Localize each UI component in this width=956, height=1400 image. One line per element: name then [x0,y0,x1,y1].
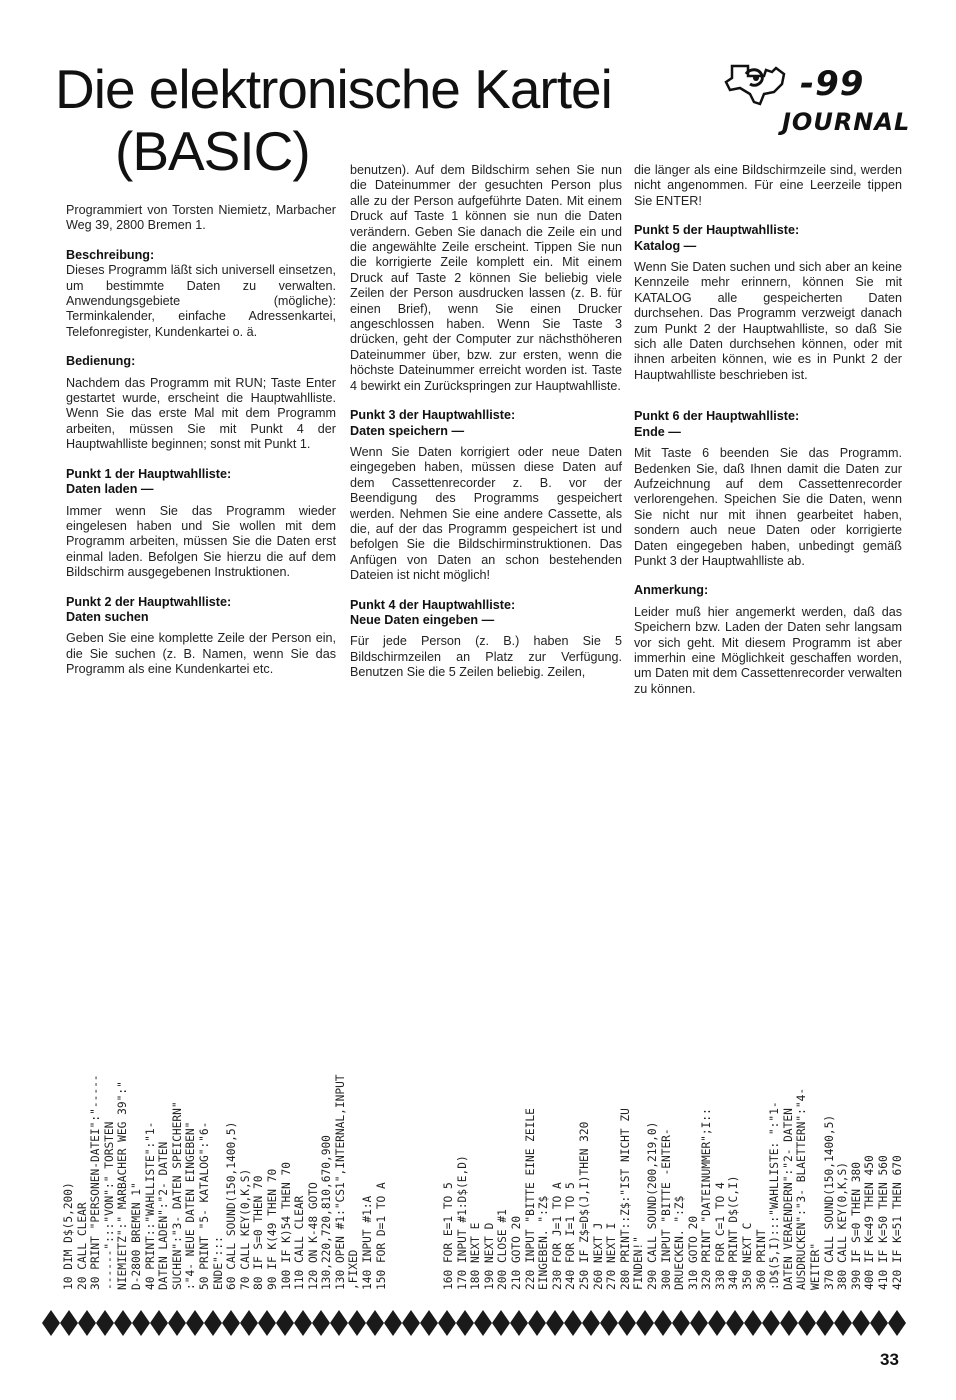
code-line: SUCHEN":"3- DATEN SPEICHERN" [170,1101,184,1290]
code-line: 280 PRINT::Z$:"IST NICHT ZU [618,1108,632,1290]
punkt2-heading: Punkt 2 der Hauptwahlliste: [66,594,232,609]
listing-block-1 [62,1074,388,1290]
diamond-ornament [168,1310,186,1336]
diamond-ornament [762,1310,780,1336]
punkt3-text: Wenn Sie Daten korrigiert oder neue Daten eingegeben haben, müssen diese Daten auf dem Cassettenrecorder z. B. vor der Beendigung des Programms gespeichert werden. Nehmen Sie eine andere Cassette, als die, auf der das Programm gespeichert ist und befolgen Sie die Bildschirminstruktionen. Das Anfügen von Daten an schon bestehenden Dateien ist nicht möglich! [350,444,622,583]
code-line: 340 PRINT D$(C,I) [727,1175,741,1290]
diamond-ornament [456,1310,474,1336]
code-line: 240 FOR I=1 TO 5 [564,1182,578,1290]
diamond-ornament [744,1310,762,1336]
text-column-1 [66,203,336,690]
punkt1-text: Immer wenn Sie das Programm wieder eingelesen haben und Sie wollen mit dem Programm arbeiten, müssen Sie die Daten erst einmal laden. Befolgen Sie hierzu die auf dem Bildschirm ausgegebenen Instruktionen. [66,503,336,580]
code-line: 70 CALL KEY(0,K,S) [238,1168,252,1290]
code-line: 260 NEXT J [591,1222,605,1290]
code-line: DATEN LADEN":"2- DATEN [157,1141,171,1290]
code-line: 290 CALL SOUND(200,219,0) [645,1121,659,1290]
code-line: 120 ON K-48 GOTO [306,1182,320,1290]
code-line: 210 GOTO 20 [509,1215,523,1290]
code-line: 270 NEXT I [605,1222,619,1290]
diamond-ornament [312,1310,330,1336]
text-column-2 [350,163,622,693]
code-line: ,FIXED [347,1249,361,1290]
diamond-ornament [420,1310,438,1336]
diamond-ornament [384,1310,402,1336]
logo-number: -99 [800,64,865,104]
page-number: 33 [880,1350,899,1369]
diamond-ornament [600,1310,618,1336]
anmerkung-heading: Anmerkung: [634,583,709,598]
code-line: 40 PRINT::"WAHLLISTE":"1- [143,1121,157,1290]
diamond-ornament [636,1310,654,1336]
diamond-ornament [582,1310,600,1336]
code-line: 330 FOR C=1 TO 4 [713,1182,727,1290]
code-line: 160 FOR E=1 TO 5 [442,1182,455,1290]
code-line: FINDEN!" [632,1236,646,1290]
diamond-ornament [186,1310,204,1336]
diamond-ornament [222,1310,240,1336]
diamond-ornament [438,1310,456,1336]
punkt4-heading: Punkt 4 der Hauptwahlliste: [350,597,516,612]
code-line: 180 NEXT E [469,1222,483,1290]
diamond-ornament [114,1310,132,1336]
diamond-ornament [852,1310,870,1336]
diamond-ornament [96,1310,114,1336]
diamond-ornament [294,1310,312,1336]
text-column-3 [634,163,902,709]
listing-block-2 [442,1088,904,1290]
diamond-ornament [78,1310,96,1336]
punkt2-text: Geben Sie eine komplette Zeile der Person ein, die Sie suchen (z. B. Namen, wenn Sie das Programm als eine Kundenkartei etc. [66,631,336,677]
diamond-ornament [654,1310,672,1336]
code-line: 20 CALL CLEAR [75,1202,89,1290]
diamond-ornament [726,1310,744,1336]
code-line: 150 FOR D=1 TO A [374,1182,388,1290]
bedienung-heading: Bedienung: [66,354,136,369]
code-line: 420 IF K=51 THEN 670 [890,1155,904,1290]
diamond-ornament [348,1310,366,1336]
code-line: 10 DIM D$(5,200) [62,1182,75,1290]
code-line: 410 IF K=50 THEN 560 [877,1155,890,1290]
code-line: 220 INPUT "BITTE EINE ZEILE [523,1108,537,1290]
diamond-ornament [672,1310,690,1336]
diamond-ornament [276,1310,294,1336]
code-line: 250 IF Z$=D$(J,I)THEN 320 [577,1121,591,1290]
diamond-ornament [546,1310,564,1336]
col2-continuation-text: benutzen). Auf dem Bildschirm sehen Sie nun die Dateinummer der gesuchten Person plus alle zu der Person aufgeführte Daten. Mit einem Druck auf Taste 1 können sie nun die Daten verändern. Geben Sie danach die Zeile ein und die angewählte Zeile erscheint. Tippen Sie nun die korrigierte Zeile komplett ein. Mit einem Druck auf Taste 2 können Sie beliebig viele Zeilen der Person ausdrucken lassen (z. B. für einen Brief), wenn Sie einen Drucker angeschlossen haben. Wenn Sie Taste 3 drücken, geht der Computer zur nächsthöheren Dateinummer über, bzw. zur ersten, wenn die höchste Dateinummer erreicht worden ist. Taste 4 bewirkt ein Zurückspringen zur Hauptwahlliste. [350,163,622,393]
code-line: 170 INPUT #1:D$(E,D) [455,1155,469,1290]
code-line: DRUECKEN. ":Z$ [673,1195,687,1290]
texas-instruments-icon [720,60,800,110]
diamond-ornament [618,1310,636,1336]
title-line-2: (BASIC) [115,120,310,182]
punkt6-heading: Punkt 6 der Hauptwahlliste: [634,409,800,424]
diamond-border-strip [42,1308,914,1338]
code-line: 200 CLOSE #1 [496,1209,510,1290]
code-line: 320 PRINT "DATEINUMMER";I:: [700,1108,714,1290]
code-line: 80 IF S=0 THEN 70 [252,1175,266,1290]
punkt3-heading: Punkt 3 der Hauptwahlliste: [350,408,516,423]
code-line: 300 INPUT "BITTE -ENTER- [659,1128,673,1290]
ti99-journal-logo [718,60,911,142]
code-line: NIEMIETZ":" MARBACHER WEG 39":" [116,1081,130,1290]
code-line: :D$(5,I):::"WAHLLISTE: ":"1- [768,1101,782,1290]
punkt4-text: Für jede Person (z. B.) haben Sie 5 Bildschirmzeilen an Platz zur Verfügung. Benutzen Sie die 5 Zeilen beliebig. Zeilen, [350,634,622,680]
diamond-ornament [798,1310,816,1336]
punkt1-heading: Punkt 1 der Hauptwahlliste: [66,466,232,481]
code-line: 190 NEXT D [482,1222,496,1290]
punkt2-subheading: Daten suchen [66,609,149,624]
code-line: EINGEBEN. ":Z$ [537,1195,551,1290]
punkt5-heading: Punkt 5 der Hauptwahlliste: [634,223,800,238]
diamond-ornament [816,1310,834,1336]
code-line: D-2800 BREMEN 1" [129,1182,143,1290]
diamond-ornament [132,1310,150,1336]
code-line: 140 INPUT #1:A [361,1195,375,1290]
beschreibung-text: Dieses Programm läßt sich universell einsetzen, um bestimmte Daten zu verwalten. Anwendungsgebiete (mögliche): Terminkalender, einfache Adressenkartei, Telefonregister, Kundenkartei o. ä. [66,263,336,339]
code-line: 130 OPEN #1:"CS1",INTERNAL,INPUT [333,1074,347,1290]
punkt6-subheading: Ende — [634,424,681,439]
col3-continuation-text: die länger als eine Bildschirmzeile sind, werden nicht angenommen. Für eine Leerzeile tippen Sie ENTER! [634,163,902,208]
diamond-ornament [402,1310,420,1336]
punkt3-subheading: Daten speichern — [350,423,465,438]
code-line: ------":::"VON":" TORSTEN [102,1121,116,1290]
diamond-ornament [330,1310,348,1336]
punkt6-text: Mit Taste 6 beenden Sie das Programm. Bedenken Sie, daß Ihnen damit die Daten zur Aufzeichnung auf dem Cassettenrecorder verlorengehen. Speichen Sie die Daten, wenn Sie nicht nur mit ihnen gearbeitet haben, sondern auch neue Daten oder korrigierte Daten eingegeben haben, unbedingt gemäß Punkt 3 der Hauptwahlliste ab. [634,446,902,568]
code-line: ENDE"::: [211,1236,225,1290]
code-line: 90 IF K(49 THEN 70 [265,1168,279,1290]
code-line: 380 CALL KEY(0,K,S) [836,1162,850,1290]
diamond-ornament [474,1310,492,1336]
code-line: 370 CALL SOUND(150,1400,5) [822,1114,836,1290]
code-line: DATEN VERAENDERN":"2- DATEN [781,1108,795,1290]
logo-word: JOURNAL [782,108,911,136]
diamond-ornament [492,1310,510,1336]
code-line: 350 NEXT C [741,1222,755,1290]
punkt5-text: Wenn Sie Daten suchen und sich aber an keine Kennzeile mehr erinnern, können Sie mit KATALOG alle gespeicherten Daten durchsehen. Das Programm verzweigt danach zum Punkt 2 der Hauptwahlliste, so daß Sie sich alle Daten durchsehen können, oder mit ihnen arbeiten können, wie es in Punkt 2 der Hauptwahlliste beschrieben ist. [634,260,902,382]
author-line: Programmiert von Torsten Niemietz, Marbacher Weg 39, 2800 Bremen 1. [66,203,336,233]
diamond-ornament [780,1310,798,1336]
title-line-1: Die elektronische Kartei [55,58,612,120]
diamond-ornament [366,1310,384,1336]
diamond-ornament [60,1310,78,1336]
punkt5-subheading: Katalog — [634,238,697,253]
code-line: 100 IF K)54 THEN 70 [279,1162,293,1290]
anmerkung-text: Leider muß hier angemerkt werden, daß das Speichern bzw. Laden der Daten sehr langsam vor sich geht. Mit diesem Programm ist aber immerhin eine Möglichkeit geschaffen worden, um Daten mit dem Cassettenrecorder verwalten zu können. [634,604,902,696]
code-line: AUSDRUCKEN":"3- BLAETTERN":"4- [795,1087,809,1290]
diamond-ornament [240,1310,258,1336]
diamond-ornament [834,1310,852,1336]
diamond-ornament [564,1310,582,1336]
code-line: 230 FOR J=1 TO A [550,1182,564,1290]
code-line: 390 IF S=0 THEN 380 [849,1162,863,1290]
code-line: WEITER" [809,1242,823,1290]
code-line: 50 PRINT "5- KATALOG":"6- [197,1121,211,1290]
diamond-ornament [708,1310,726,1336]
diamond-ornament [204,1310,222,1336]
diamond-ornament [258,1310,276,1336]
punkt4-subheading: Neue Daten eingeben — [350,612,495,627]
code-line: 60 CALL SOUND(150,1400,5) [225,1121,239,1290]
punkt1-subheading: Daten laden — [66,482,154,497]
bedienung-text: Nachdem das Programm mit RUN; Taste Enter gestartet wurde, erscheint die Hauptwahlliste. Wenn Sie das erste Mal mit dem Programm arbeiten, müssen Sie mit Punkt 4 der Hauptwahlliste beginnen; sonst mit Punkt 1. [66,375,336,452]
code-line: :"4- NEUE DATEN EINGEBEN" [184,1121,198,1290]
code-line: 30 PRINT "PERSONEN-DATEI":"----- [89,1074,103,1290]
diamond-ornament [42,1310,60,1336]
code-line: 130,220,720,810,670,900 [320,1135,334,1290]
diamond-ornament [528,1310,546,1336]
code-line: 310 GOTO 20 [686,1215,700,1290]
code-line: 400 IF K=49 THEN 450 [863,1155,877,1290]
diamond-ornament [888,1310,906,1336]
diamond-ornament [690,1310,708,1336]
diamond-ornament [870,1310,888,1336]
code-line: 110 CALL CLEAR [293,1195,307,1290]
diamond-ornament [150,1310,168,1336]
diamond-ornament [510,1310,528,1336]
code-line: 360 PRINT [754,1229,768,1290]
beschreibung-heading: Beschreibung: [66,247,155,262]
